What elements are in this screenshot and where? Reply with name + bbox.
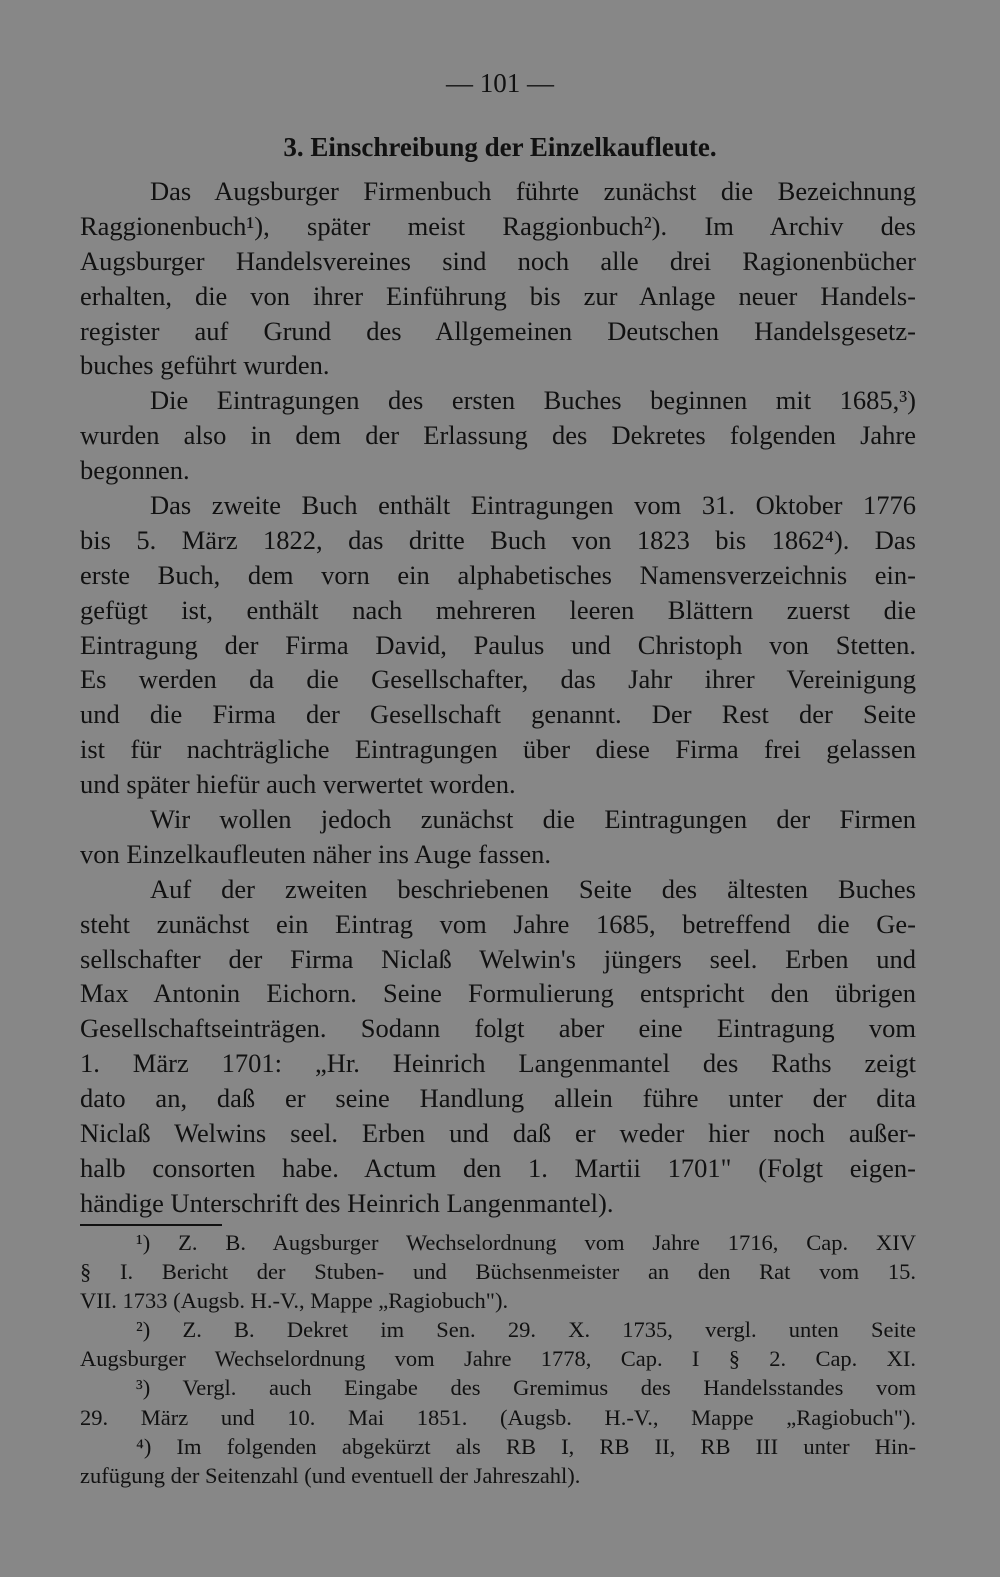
text-line: Auf der zweiten beschriebenen Seite des ältesten Buches bbox=[150, 873, 916, 904]
text-line: gefügt ist, enthält nach mehreren leeren Blättern zuerst die bbox=[80, 594, 916, 625]
text-line: ist für nachträgliche Eintragungen über diese Firma frei gelassen bbox=[80, 734, 916, 765]
text-line: sellschafter der Firma Niclaß Welwin's jüngers seel. Erben und bbox=[80, 943, 916, 974]
text-line: Niclaß Welwins seel. Erben und daß er weder hier noch außer- bbox=[80, 1118, 916, 1149]
text-line: steht zunächst ein Eintrag vom Jahre 1685, betreffend die Ge- bbox=[80, 908, 916, 939]
text-line: halb consorten habe. Actum den 1. Martii 1701" (Folgt eigen- bbox=[80, 1152, 916, 1183]
text-line: Raggionenbuch¹), später meist Raggionbuch²). Im Archiv des bbox=[80, 210, 916, 241]
text-line: 1. März 1701: „Hr. Heinrich Langenmantel des Raths zeigt bbox=[80, 1048, 916, 1079]
text-line: erste Buch, dem vorn ein alphabetisches Namensverzeichnis ein- bbox=[80, 559, 916, 590]
footnote-line: ⁴) Im folgenden abgekürzt als RB I, RB II, RB III unter Hin- bbox=[136, 1433, 916, 1459]
body-text bbox=[80, 174, 916, 1221]
text-line: Max Antonin Eichorn. Seine Formulierung entspricht den übrigen bbox=[80, 978, 916, 1009]
footnote-line: zufügung der Seitenzahl (und eventuell der Jahreszahl). bbox=[80, 1462, 581, 1488]
footnote-line: ¹) Z. B. Augsburger Wechselordnung vom Jahre 1716, Cap. XIV bbox=[136, 1230, 916, 1255]
text-line: wurden also in dem der Erlassung des Dekretes folgenden Jahre bbox=[80, 420, 916, 451]
text-line: Das Augsburger Firmenbuch führte zunächst die Bezeichnung bbox=[150, 176, 916, 206]
text-line: Wir wollen jedoch zunächst die Eintragungen der Firmen bbox=[150, 804, 916, 835]
footnote-separator bbox=[80, 1224, 222, 1226]
page-number: — 101 — bbox=[446, 68, 554, 98]
text-line: begonnen. bbox=[80, 455, 190, 486]
text-line: und später hiefür auch verwertet worden. bbox=[80, 769, 516, 800]
text-line: erhalten, die von ihrer Einführung bis zur Anlage neuer Handels- bbox=[80, 280, 916, 311]
text-line: buches geführt wurden. bbox=[80, 350, 330, 381]
text-line: Das zweite Buch enthält Eintragungen vom 31. Oktober 1776 bbox=[150, 490, 916, 521]
footnote-line: ²) Z. B. Dekret im Sen. 29. X. 1735, vergl. unten Seite bbox=[136, 1317, 916, 1343]
text-line: bis 5. März 1822, das dritte Buch von 1823 bis 1862⁴). Das bbox=[80, 524, 916, 555]
footnote-line: § I. Bericht der Stuben- und Büchsenmeister an den Rat vom 15. bbox=[80, 1259, 916, 1285]
footnote-line: Augsburger Wechselordnung vom Jahre 1778, Cap. I § 2. Cap. XI. bbox=[80, 1346, 916, 1372]
text-line: von Einzelkaufleuten näher ins Auge fassen. bbox=[80, 838, 551, 869]
footnote-line: 29. März und 10. Mai 1851. (Augsb. H.-V., Mappe „Ragiobuch"). bbox=[80, 1404, 916, 1430]
text-line: händige Unterschrift des Heinrich Langenmantel). bbox=[80, 1187, 614, 1218]
text-line: Es werden da die Gesellschafter, das Jahr ihrer Vereinigung bbox=[80, 664, 916, 695]
text-line: Eintragung der Firma David, Paulus und Christoph von Stetten. bbox=[80, 629, 916, 660]
text-line: Gesellschaftseinträgen. Sodann folgt aber eine Eintragung vom bbox=[80, 1013, 916, 1044]
text-line: Augsburger Handelsvereines sind noch alle drei Ragionenbücher bbox=[80, 245, 916, 276]
footnote-line: VII. 1733 (Augsb. H.-V., Mappe „Ragiobuch"). bbox=[80, 1288, 509, 1314]
text-line: und die Firma der Gesellschaft genannt. Der Rest der Seite bbox=[80, 699, 916, 730]
text-line: Die Eintragungen des ersten Buches beginnen mit 1685,³) bbox=[150, 385, 916, 416]
text-line: dato an, daß er seine Handlung allein führe unter der dita bbox=[80, 1083, 916, 1114]
footnotes bbox=[80, 1228, 916, 1490]
text-line: register auf Grund des Allgemeinen Deutschen Handelsgesetz- bbox=[80, 315, 916, 346]
section-heading: 3. Einschreibung der Einzelkaufleute. bbox=[283, 132, 717, 162]
footnote-line: ³) Vergl. auch Eingabe des Gremimus des Handelsstandes vom bbox=[136, 1375, 916, 1401]
